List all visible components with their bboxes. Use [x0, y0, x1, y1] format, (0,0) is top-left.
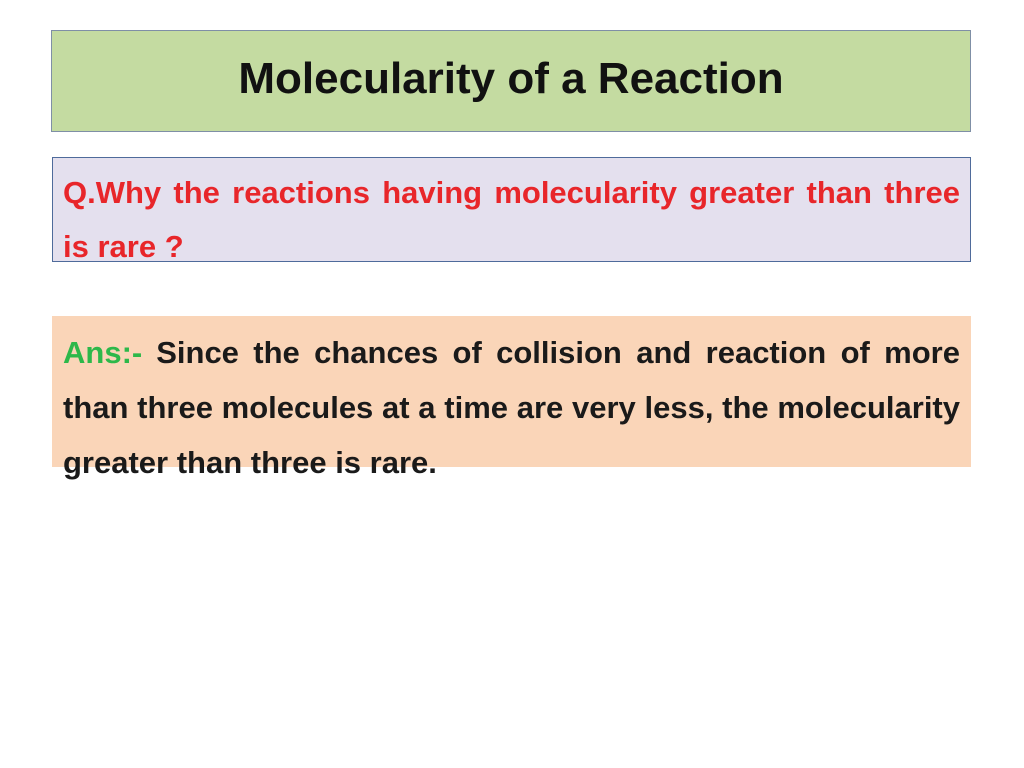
answer-label: Ans:-: [63, 335, 143, 370]
answer-paragraph: [63, 325, 960, 490]
question-text: Q.Why the reactions having molecularity greater than three is rare ?: [63, 175, 960, 264]
title-banner: [51, 30, 971, 132]
slide-title: Molecularity of a Reaction: [238, 54, 784, 103]
answer-body: Since the chances of collision and reaction of more than three molecules at a time are very less, the molecularity greater than three is rare.: [63, 335, 960, 480]
